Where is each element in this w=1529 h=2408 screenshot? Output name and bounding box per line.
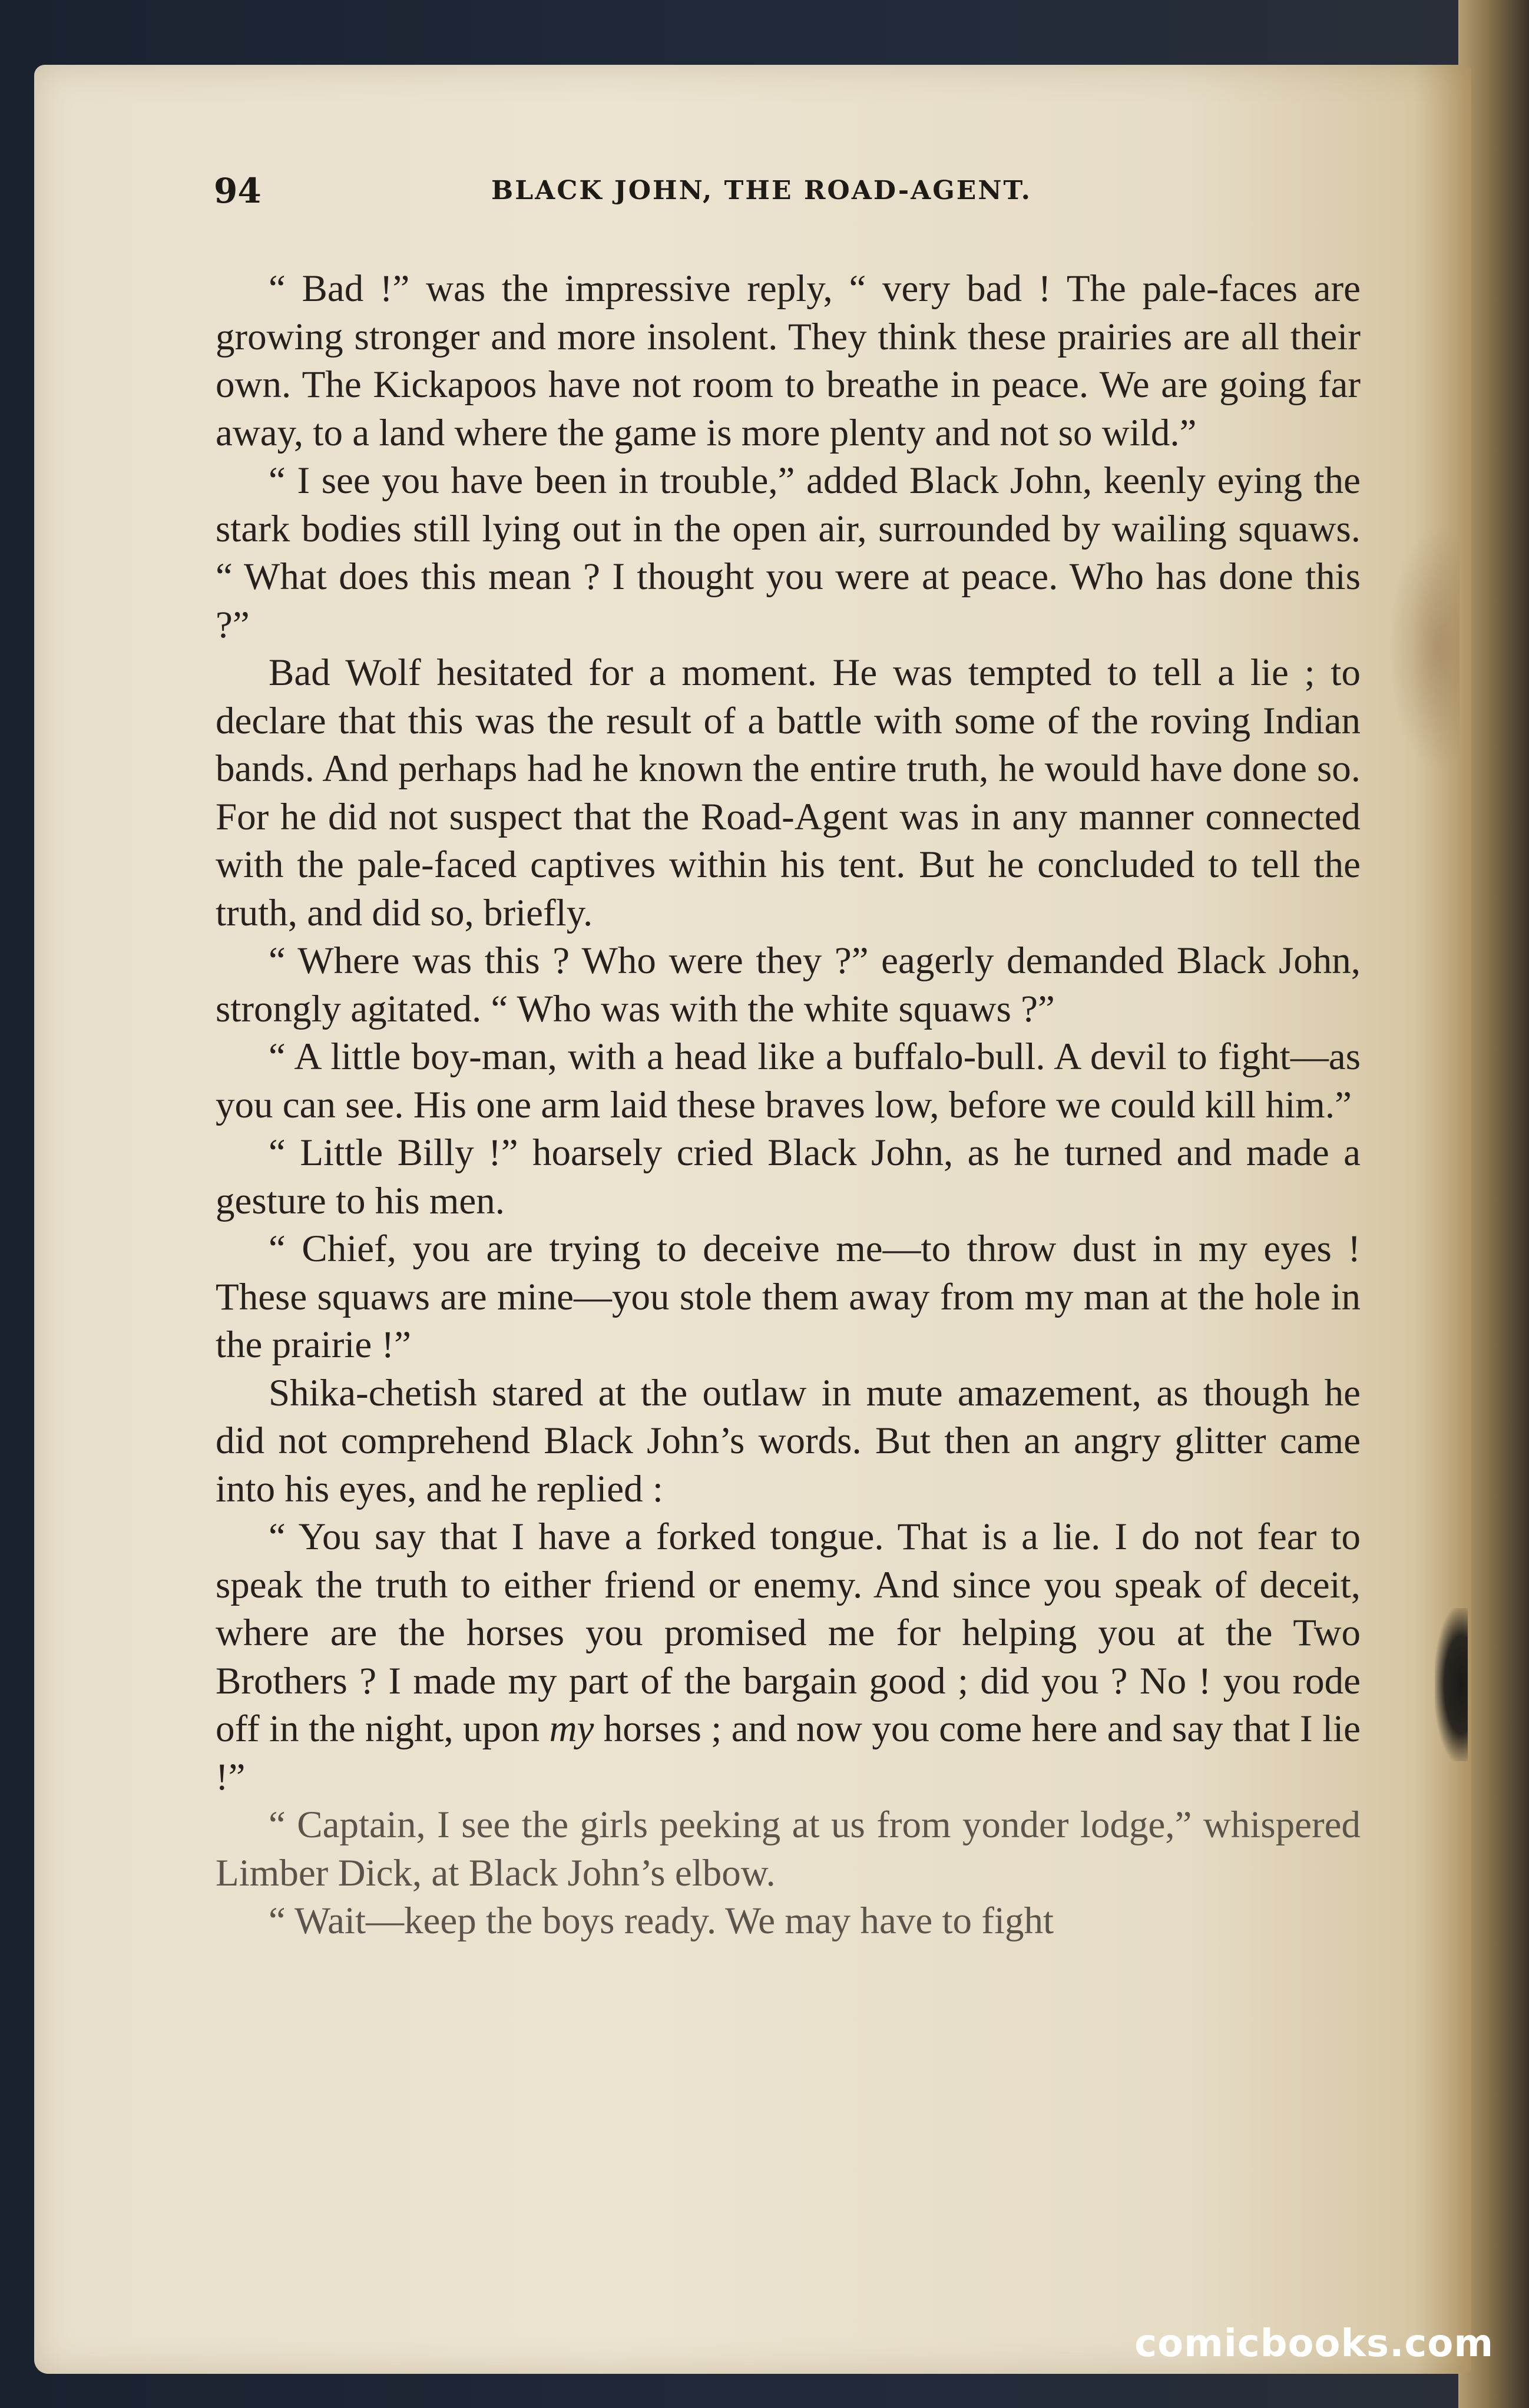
paragraph: “ Where was this ? Who were they ?” eagerly demanded Black John, strongly agitated. “ Who was with the white squaws ?” bbox=[216, 940, 1361, 1030]
emphasis-text: my bbox=[549, 1708, 594, 1750]
paragraph: “ Little Billy !” hoarsely cried Black John, as he turned and made a gesture to his men. bbox=[216, 1132, 1361, 1222]
paragraph: “ Wait—keep the boys ready. We may have to fight bbox=[269, 1900, 1054, 1942]
paragraph: Bad Wolf hesitated for a moment. He was tempted to tell a lie ; to declare that this was the result of a battle with some of the roving Indian bands. And perhaps had he known the entire truth, he would have done so. For he did not suspect that the Road-Agent was in any manner connected with the pale-faced captives within his tent. But he concluded to tell the truth, and did so, briefly. bbox=[216, 651, 1361, 934]
paragraph: Shika-chetish stared at the outlaw in mute amazement, as though he did not comprehend Black John’s words. But then an angry glitter came into his eyes, and he replied : bbox=[216, 1371, 1361, 1510]
paragraph: “ I see you have been in trouble,” added Black John, keenly eying the stark bodies still lying out in the open air, surrounded by wailing squaws. “ What does this mean ? I thought you were at peace. Who has done this ?” bbox=[216, 459, 1361, 646]
body-text bbox=[216, 265, 1361, 1946]
page-stain bbox=[1389, 524, 1460, 772]
paragraph: “ A little boy-man, with a head like a buffalo-bull. A devil to fight—as you can see. His one arm laid these braves low, before we could kill him.” bbox=[216, 1036, 1361, 1126]
page-number: 94 bbox=[214, 171, 262, 211]
paragraph bbox=[216, 1513, 1361, 1801]
paragraph-text: “ You say that I have a forked tongue. That is a lie. I do not fear to speak the truth to either friend or enemy. And since you speak of deceit, where are the horses you promised me for helping you at the Two Brothers ? I made my part of the bargain good ; did you ? No ! you rode off in the night, upon bbox=[216, 1516, 1361, 1750]
paragraph: “ Chief, you are trying to deceive me—to throw dust in my eyes ! These squaws are mine—you stole them away from my man at the hole in the prairie !” bbox=[216, 1228, 1361, 1366]
page-tear bbox=[1435, 1608, 1468, 1761]
watermark: comicbooks.com bbox=[1134, 2322, 1494, 2366]
paragraph: “ Captain, I see the girls peeking at us from yonder lodge,” whispered Limber Dick, at Black John’s elbow. bbox=[216, 1804, 1361, 1894]
running-head: BLACK JOHN, THE ROAD-AGENT. bbox=[491, 176, 1032, 206]
page-header bbox=[178, 171, 1356, 224]
paragraph-text: horses ; and now you come here and say that I lie !” bbox=[216, 1708, 1361, 1798]
paragraph: “ Bad !” was the impressive reply, “ very bad ! The pale-faces are growing stronger and more insolent. They think these prairies are all their own. The Kickapoos have not room to breathe in peace. We are going far away, to a land where the game is more plenty and not so wild.” bbox=[216, 267, 1361, 454]
